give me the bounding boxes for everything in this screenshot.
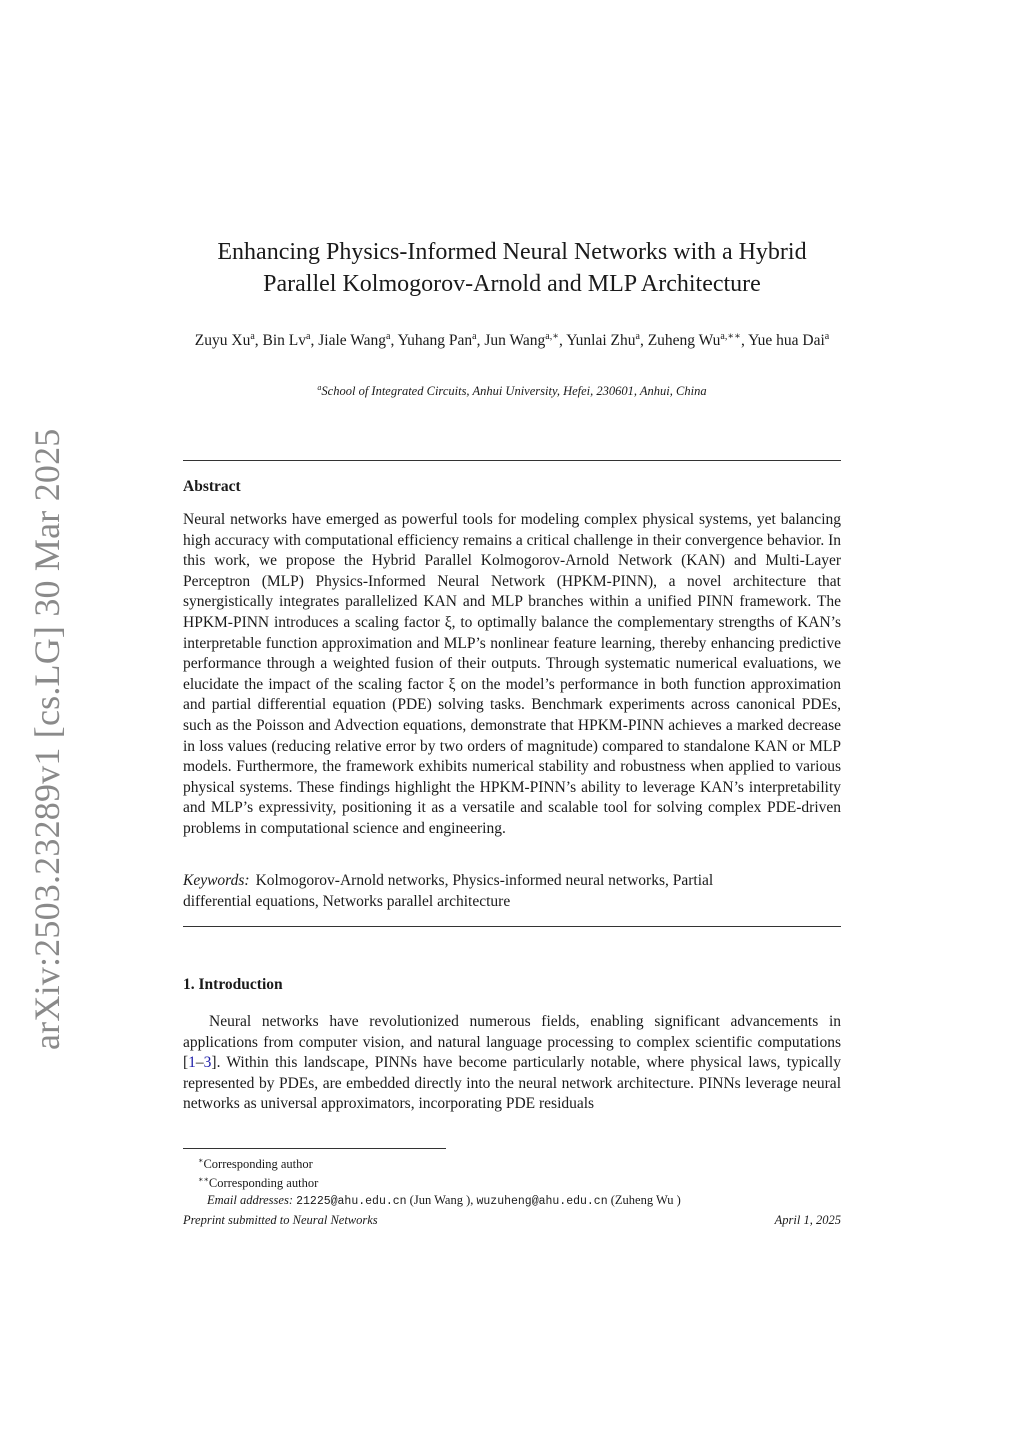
footnote-corresponding-1 xyxy=(198,1153,681,1172)
intro-text-before-citation: Neural networks have revolutionized numerous fields, enabling significant advancements in applications from computer vision, and natural language processing to complex scientific computations [ xyxy=(183,1013,841,1072)
arxiv-identifier-stamp: arXiv:2503.23289v1 [cs.LG] 30 Mar 2025 xyxy=(27,428,67,1050)
preprint-date: April 1, 2025 xyxy=(774,1213,841,1227)
citation-link-1[interactable]: 1 xyxy=(188,1054,196,1072)
author-affiliation-mark: a xyxy=(306,331,311,342)
author-name: Zuyu Xu xyxy=(194,332,251,350)
author-name: Yue hua Dai xyxy=(748,332,825,350)
author-affiliation-mark: a xyxy=(635,331,640,342)
affiliation-text: School of Integrated Circuits, Anhui University, Hefei, 230601, Anhui, China xyxy=(321,384,707,399)
footnote-text: Corresponding author xyxy=(208,1176,319,1191)
footnote-mark: ∗∗ xyxy=(198,1175,209,1185)
keywords-label: Keywords: xyxy=(183,872,250,889)
author-affiliation-mark: a,∗ xyxy=(545,331,559,342)
intro-text-after-citation: ]. Within this landscape, PINNs have become particularly notable, where physical laws, typically represented by PDEs, are embedded directly into the neural network architecture. PINNs leverage neural networks as universal approximators, incorporating PDE residuals xyxy=(183,1054,841,1113)
author-list: Zuyu Xu$^a$, Bin Lv$^a$, Jiale Wang$^a$, Yuhang Pan$^a$, Jun Wang$^{a,∗}$, Yunlai Zhu$^a$, Zuheng $Wu^{a,∗∗}$, Yue hua Dai$^a$ xyxy=(194,331,830,350)
email-owner: (Jun Wang ), xyxy=(409,1192,474,1207)
title-line-2: Parallel Kolmogorov-Arnold and MLP Architecture xyxy=(263,271,761,297)
footnote-corresponding-2 xyxy=(198,1172,681,1191)
author-affiliation-mark: a xyxy=(386,331,391,342)
affiliation xyxy=(183,383,841,399)
author-name: Zuheng Wu xyxy=(647,332,721,350)
keywords xyxy=(183,871,783,912)
abstract-text: Neural networks have emerged as powerful tools for modeling complex physical systems, yet balancing high accuracy with computational efficiency remains a critical challenge in their convergence behavior. In this work, we propose the Hybrid Parallel Kolmogorov-Arnold Network (KAN) and Multi-Layer Perceptron (MLP) Physics-Informed Neural Network (HPKM-PINN), a novel architecture that synergistically integrates parallelized KAN and MLP branches within a unified PINN framework. The HPKM-PINN introduces a scaling factor ξ, to optimally balance the complementary strengths of KAN’s interpretable function approximation and MLP’s nonlinear feature learning, thereby enhancing predictive performance through a weighted fusion of their outputs. Through systematic numerical evaluations, we elucidate the impact of the scaling factor ξ on the model’s performance in both function approximation and partial differential equation (PDE) solving tasks. Benchmark experiments across canonical PDEs, such as the Poisson and Advection equations, demonstrate that HPKM-PINN achieves a marked decrease in loss values (reducing relative error by two orders of magnitude) compared to standalone KAN or MLP models. Furthermore, the framework exhibits numerical stability and robustness when applied to various physical systems. These findings highlight the HPKM-PINN’s ability to leverage KAN’s interpretability and MLP’s expressivity, positioning it as a versatile and scalable tool for solving complex PDE-driven problems in computational science and engineering. xyxy=(183,511,841,837)
footnote-emails xyxy=(198,1192,681,1210)
keywords-text: Kolmogorov-Arnold networks, Physics-informed neural networks, Partial differential equations, Networks parallel architecture xyxy=(183,872,714,910)
author-affiliation-mark: a xyxy=(824,331,830,342)
abstract-heading: Abstract xyxy=(183,478,241,495)
author-affiliation-mark: a,∗∗ xyxy=(720,331,741,342)
preprint-note: Preprint submitted to Neural Networks xyxy=(183,1213,378,1227)
title-line-1: Enhancing Physics-Informed Neural Networks with a Hybrid xyxy=(217,239,807,265)
citation-range-dash: – xyxy=(195,1054,204,1072)
email-label: Email addresses: xyxy=(207,1192,293,1207)
author-name: Yunlai Zhu xyxy=(566,332,636,350)
affiliation-mark: a xyxy=(317,383,322,392)
section-heading-introduction: 1. Introduction xyxy=(183,976,283,993)
introduction-paragraph xyxy=(183,1012,841,1115)
author-affiliation-mark: a xyxy=(472,331,477,342)
email-link-jun-wang[interactable]: 21225@ahu.edu.cn xyxy=(296,1194,407,1208)
author-name: Bin Lv xyxy=(262,332,307,350)
abstract-top-divider xyxy=(183,460,841,461)
footnote-text: Corresponding author xyxy=(203,1157,313,1172)
author-name: Jun Wang xyxy=(484,332,546,350)
footnote-divider xyxy=(183,1148,446,1149)
email-owner: (Zuheng Wu ) xyxy=(610,1192,681,1207)
abstract-bottom-divider xyxy=(183,926,841,927)
paper-title xyxy=(183,236,841,300)
footnote-mark: ∗ xyxy=(198,1156,204,1165)
author-name: Yuhang Pan xyxy=(397,332,473,350)
author-affiliation-mark: a xyxy=(250,331,255,342)
footnotes xyxy=(198,1153,681,1210)
email-link-zuheng-wu[interactable]: wuzuheng@ahu.edu.cn xyxy=(476,1194,608,1208)
citation-link-3[interactable]: 3 xyxy=(203,1054,212,1072)
author-name: Jiale Wang xyxy=(318,332,387,350)
